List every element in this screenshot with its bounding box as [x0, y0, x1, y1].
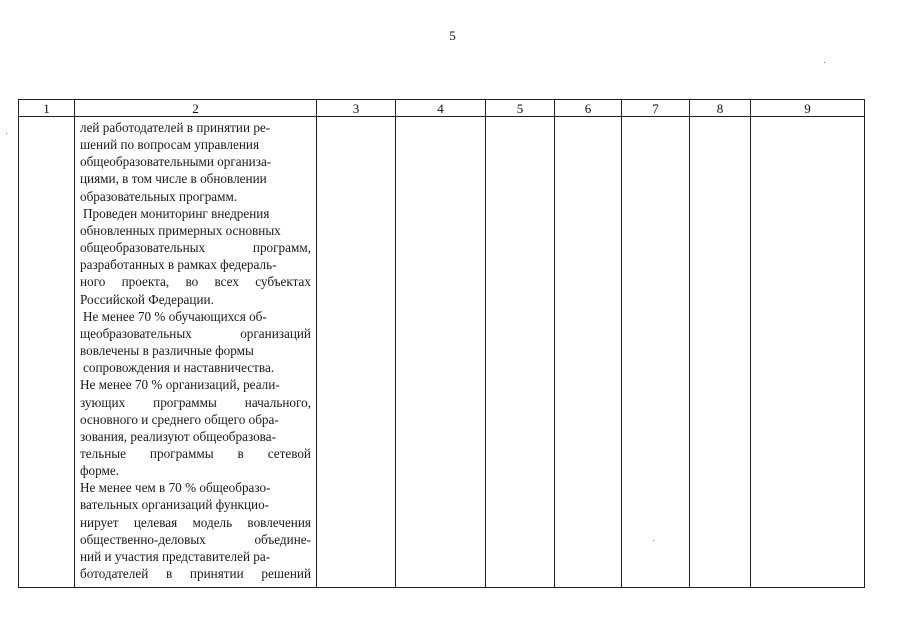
scan-speck: [653, 540, 654, 541]
text-line: общеобразовательными организа-: [80, 154, 272, 170]
column-header-8: 8: [690, 100, 751, 117]
table-cell-col4: [396, 117, 486, 588]
data-table: [18, 99, 865, 588]
cell-paragraph-1: [80, 119, 311, 205]
scan-speck: [824, 62, 825, 63]
table-cell-col1: [19, 117, 75, 588]
text-line: образовательных программ.: [80, 188, 238, 204]
column-header-1: 1: [19, 100, 75, 117]
text-line: основного и среднего общего обра-: [80, 411, 279, 427]
cell-paragraph-4: [80, 376, 311, 479]
text-line: вательных организаций функцио-: [80, 497, 270, 513]
text-line: циями, в том числе в обновлении: [80, 171, 267, 187]
text-line: ного проекта, во всех субъектах: [80, 274, 311, 290]
text-line: шений по вопросам управления: [80, 137, 260, 153]
text-line: Российской Федерации.: [80, 291, 214, 307]
table-row: [19, 117, 865, 588]
header-row: [19, 100, 865, 117]
text-line: ний и участия представителей ра-: [80, 548, 271, 564]
table-cell-col6: [555, 117, 622, 588]
text-line: форме.: [80, 463, 120, 479]
table-cell-col3: [317, 117, 396, 588]
table-cell-col2: [75, 117, 317, 588]
column-header-2: 2: [75, 100, 317, 117]
cell-paragraph-3: [80, 308, 311, 377]
column-header-3: 3: [317, 100, 396, 117]
cell-paragraph-2: [80, 205, 311, 308]
text-line: разработанных в рамках федераль-: [80, 257, 277, 273]
text-line: тельные программы в сетевой: [80, 445, 311, 461]
text-line: Не менее 70 % организаций, реали-: [80, 377, 280, 393]
text-line: ботодателей в принятии решений: [80, 566, 311, 582]
text-line: общеобразовательных программ,: [80, 240, 311, 256]
column-header-4: 4: [396, 100, 486, 117]
text-line: общественно-деловых объедине-: [80, 531, 311, 547]
text-line: нирует целевая модель вовлечения: [80, 514, 311, 530]
column-header-5: 5: [486, 100, 555, 117]
text-line: щеобразовательных организаций: [80, 325, 311, 341]
table-cell-col7: [622, 117, 690, 588]
text-line: вовлечены в различные формы: [80, 343, 254, 359]
table-cell-col8: [690, 117, 751, 588]
text-line: зования, реализуют общеобразова-: [80, 428, 276, 444]
text-line: Не менее 70 % обучающихся об-: [83, 308, 267, 324]
column-header-6: 6: [555, 100, 622, 117]
text-line: Не менее чем в 70 % общеобразо-: [80, 480, 271, 496]
text-line: лей работодателей в принятии ре-: [80, 120, 271, 135]
text-line: обновленных примерных основных: [80, 222, 281, 238]
text-line: сопровождения и наставничества.: [83, 360, 275, 376]
text-line: зующих программы начального,: [80, 394, 311, 410]
page-number: 5: [449, 28, 456, 43]
column-header-7: 7: [622, 100, 690, 117]
scan-speck: [6, 133, 7, 134]
text-line: Проведен мониторинг внедрения: [83, 205, 270, 221]
cell-paragraph-5: [80, 479, 311, 582]
column-header-9: 9: [751, 100, 865, 117]
table-cell-col5: [486, 117, 555, 588]
table-cell-col9: [751, 117, 865, 588]
